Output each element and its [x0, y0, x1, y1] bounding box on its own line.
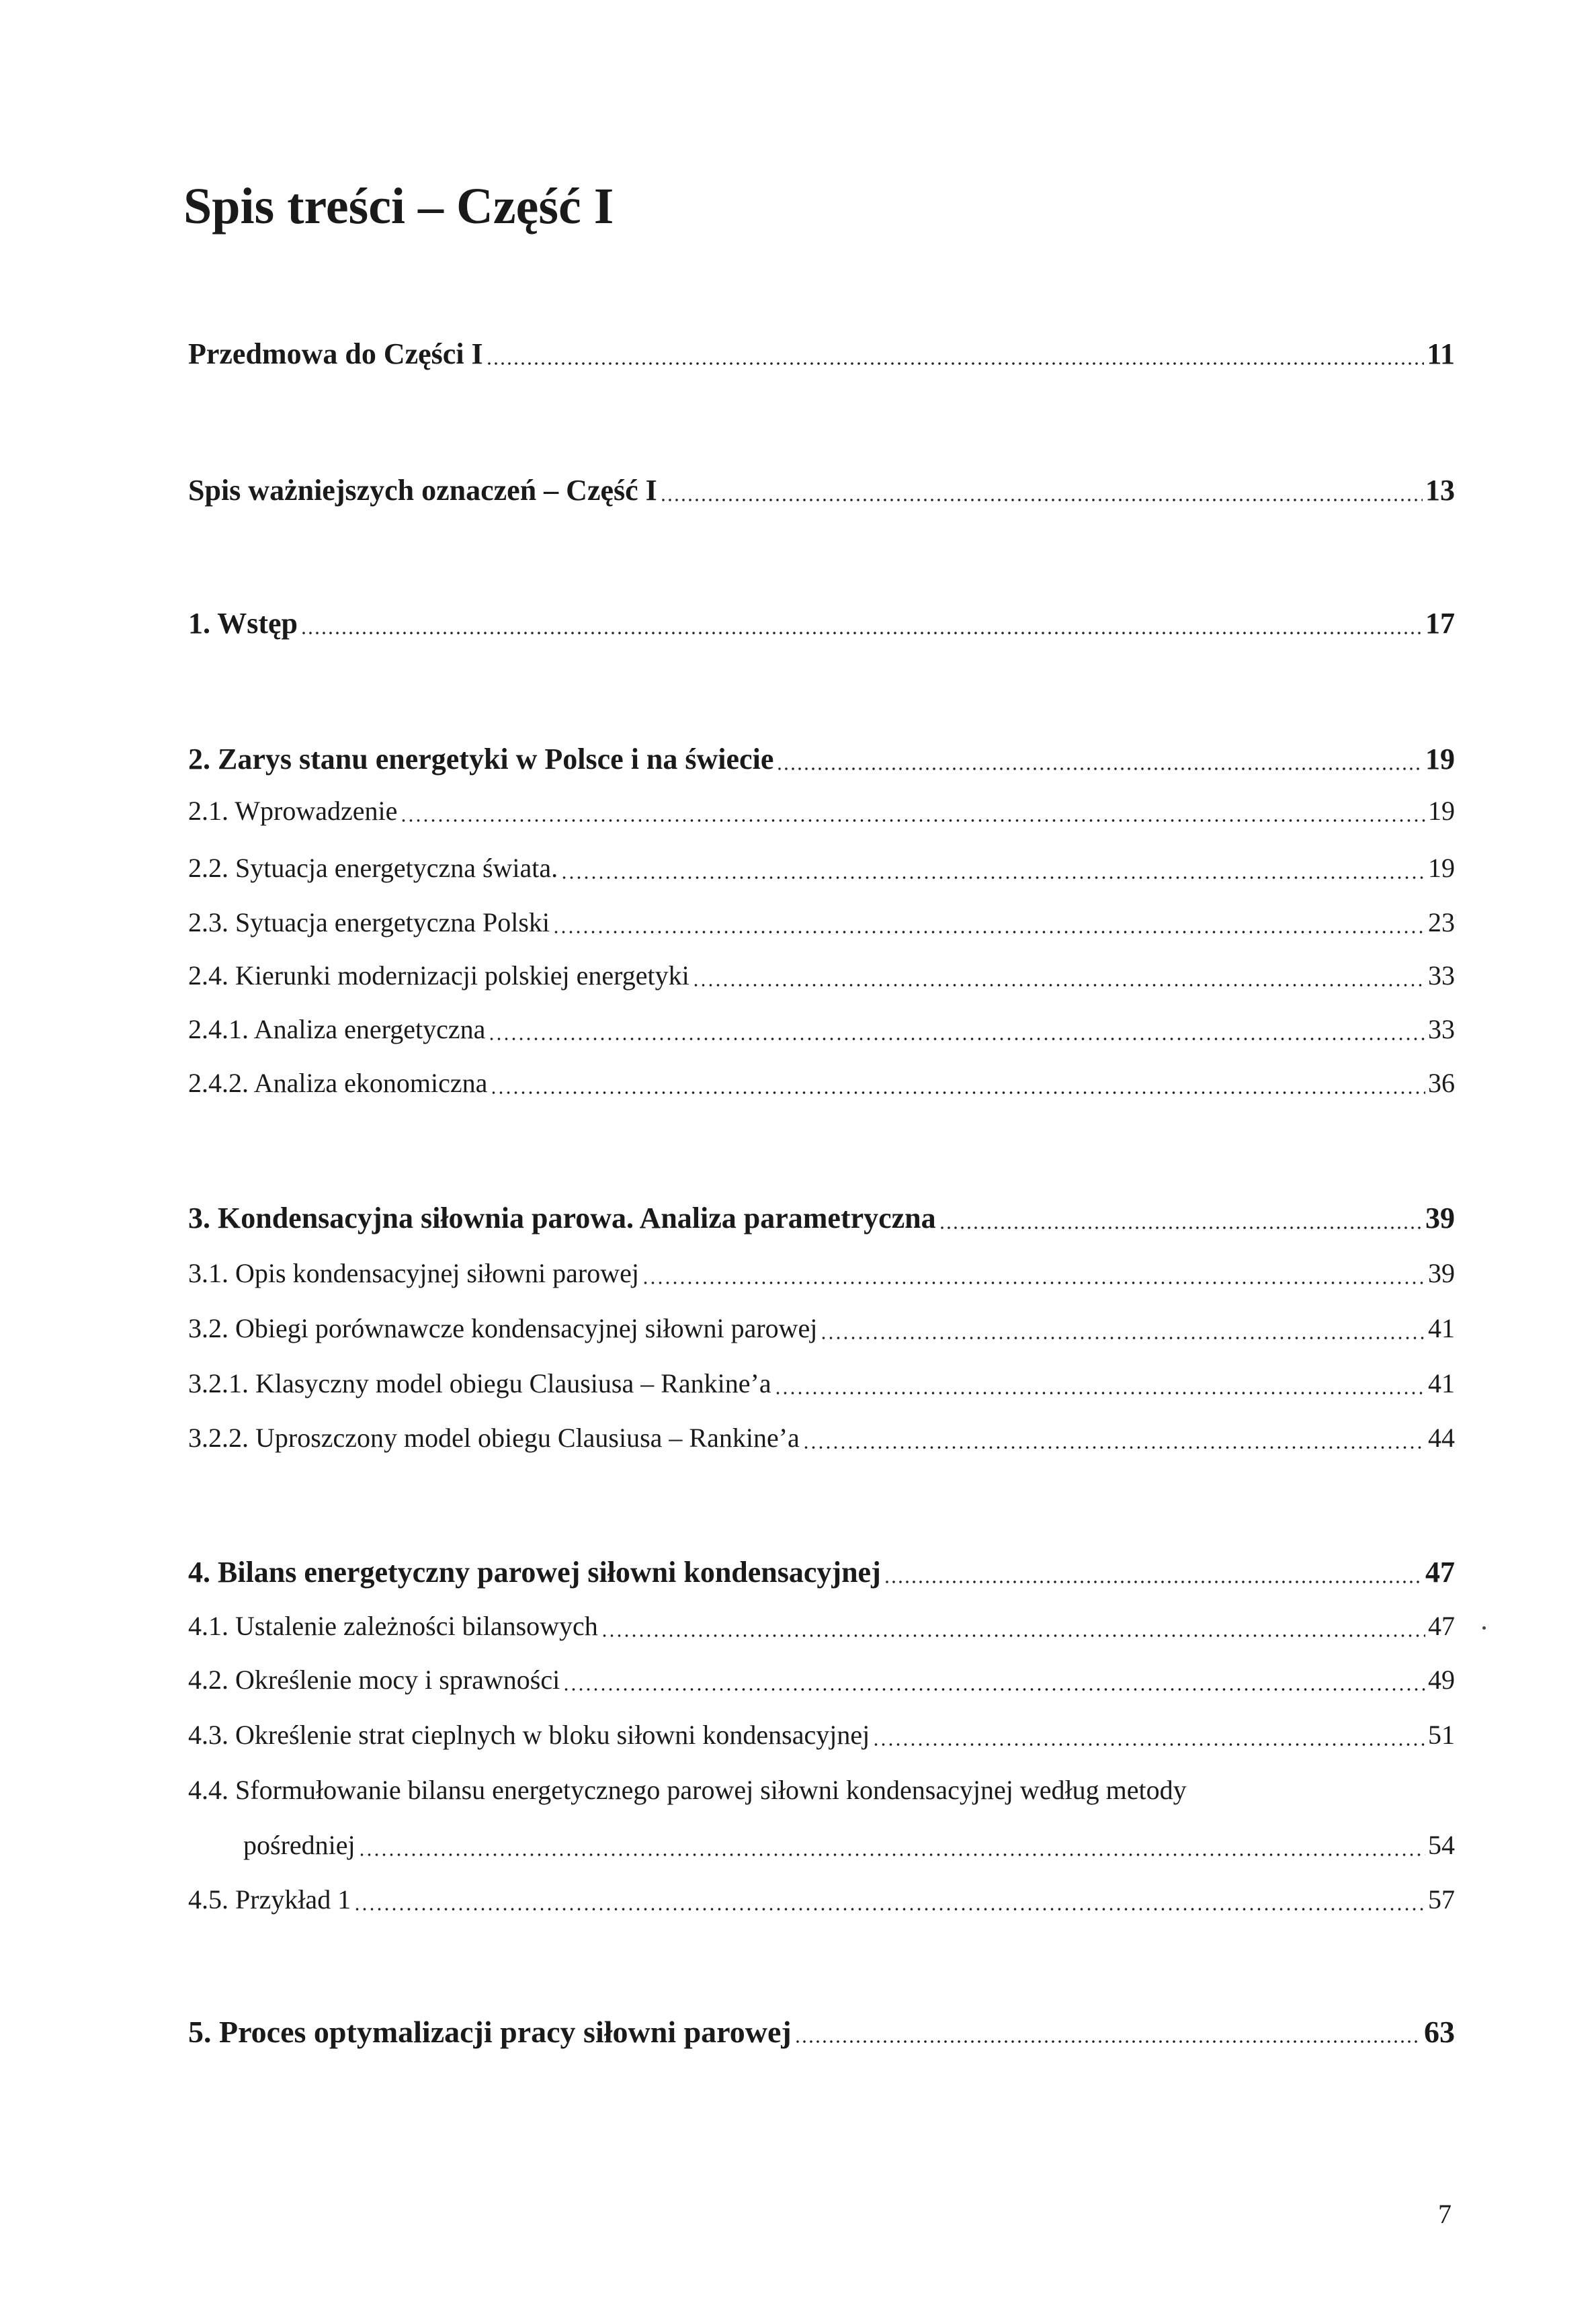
toc-entry-label: 4.5. Przykład 1 — [188, 1884, 351, 1915]
dot-leader — [400, 818, 1425, 823]
toc-entry-label: 3.1. Opis kondensacyjnej siłowni parowej — [188, 1258, 639, 1288]
toc-subentry[interactable] — [188, 1009, 1455, 1050]
toc-subentry[interactable] — [188, 1660, 1455, 1700]
toc-entry-label: 4. Bilans energetyczny parowej siłowni kondensacyjnej — [188, 1556, 881, 1589]
toc-entry-page: 33 — [1428, 960, 1455, 991]
dot-leader — [488, 1036, 1425, 1042]
dot-leader — [486, 361, 1425, 366]
toc-entry-page: 33 — [1428, 1014, 1455, 1044]
toc-entry-page: 19 — [1425, 743, 1455, 776]
toc-entry-label: 2.3. Sytuacja energetyczna Polski — [188, 907, 550, 937]
dot-leader — [300, 630, 1423, 636]
dot-leader — [660, 497, 1423, 503]
toc-entry-page: 17 — [1425, 607, 1455, 640]
toc-entry-label: 2.1. Wprowadzenie — [188, 796, 398, 826]
dot-leader — [884, 1579, 1423, 1585]
dot-leader — [560, 875, 1425, 880]
toc-entry-page: 13 — [1425, 474, 1455, 507]
toc-entry-page: 39 — [1428, 1258, 1455, 1288]
dot-leader — [353, 1907, 1425, 1912]
toc-subentry[interactable] — [188, 1418, 1455, 1458]
toc-entry-label: 3.2. Obiegi porównawcze kondensacyjnej siłowni parowej — [188, 1313, 818, 1343]
toc-entry-label: 3. Kondensacyjna siłownia parowa. Analiza parametryczna — [188, 1202, 936, 1234]
toc-entry-page: 39 — [1425, 1202, 1455, 1234]
toc-entry-page: 41 — [1428, 1313, 1455, 1343]
toc-subentry[interactable] — [188, 791, 1455, 831]
toc-subentry[interactable] — [188, 903, 1455, 943]
toc-entry-page: 47 — [1425, 1556, 1455, 1589]
dot-leader — [562, 1687, 1425, 1692]
toc-entry[interactable] — [188, 603, 1455, 644]
toc-entry-label: 2.2. Sytuacja energetyczna świata. — [188, 853, 558, 883]
toc-entry-label: pośredniej — [243, 1830, 355, 1860]
toc-subentry[interactable] — [243, 1825, 1455, 1866]
toc-subentry[interactable] — [188, 956, 1455, 996]
toc-subentry[interactable] — [188, 1364, 1455, 1404]
toc-entry-label: 1. Wstęp — [188, 607, 298, 640]
toc-entry[interactable] — [188, 334, 1455, 374]
toc-entry-page: 49 — [1428, 1665, 1455, 1695]
toc-entry-page: 11 — [1427, 337, 1455, 370]
toc-section[interactable] — [188, 2012, 1455, 2052]
toc-subentry[interactable] — [188, 1880, 1455, 1920]
toc-entry-page: 23 — [1428, 907, 1455, 937]
toc-entry-page: 36 — [1428, 1068, 1455, 1098]
scan-speck — [1482, 1626, 1486, 1630]
toc-entry-page: 54 — [1428, 1830, 1455, 1860]
toc-entry-label: 4.2. Określenie mocy i sprawności — [188, 1665, 560, 1695]
dot-leader — [490, 1090, 1425, 1095]
dot-leader — [820, 1335, 1425, 1341]
toc-entry-page: 19 — [1428, 853, 1455, 883]
dot-leader — [872, 1742, 1425, 1747]
toc-subentry[interactable] — [188, 1715, 1455, 1755]
dot-leader — [552, 929, 1425, 935]
toc-subentry[interactable] — [188, 1253, 1455, 1294]
dot-leader — [774, 1390, 1425, 1396]
toc-entry-page: 51 — [1428, 1720, 1455, 1750]
toc-section[interactable] — [188, 739, 1455, 780]
dot-leader — [642, 1280, 1425, 1286]
toc-entry-label: Przedmowa do Części I — [188, 337, 483, 370]
dot-leader — [601, 1633, 1425, 1638]
dot-leader — [776, 766, 1423, 771]
toc-section[interactable] — [188, 1198, 1455, 1239]
toc-entry-label: 3.2.2. Uproszczony model obiegu Clausiusa – Rankine’a — [188, 1423, 800, 1453]
toc-subentry[interactable] — [188, 848, 1455, 888]
toc-entry-label: 4.1. Ustalenie zależności bilansowych — [188, 1611, 598, 1641]
toc-entry-label: 2.4.1. Analiza energetyczna — [188, 1014, 486, 1044]
toc-entry-label: 2.4.2. Analiza ekonomiczna — [188, 1068, 488, 1098]
toc-subentry-first-line[interactable]: 4.4. Sformułowanie bilansu energetycznego parowej siłowni kondensacyjnej według metody — [188, 1775, 1187, 1805]
toc-entry-label: 3.2.1. Klasyczny model obiegu Clausiusa – Rankine’a — [188, 1368, 771, 1398]
toc-entry-label: 4.3. Określenie strat cieplnych w bloku siłowni kondensacyjnej — [188, 1720, 870, 1750]
toc-entry-page: 47 — [1428, 1611, 1455, 1641]
toc-entry-label: Spis ważniejszych oznaczeń – Część I — [188, 474, 657, 507]
dot-leader — [794, 2039, 1421, 2044]
toc-subentry[interactable] — [188, 1606, 1455, 1646]
page-number: 7 — [1438, 2199, 1452, 2229]
toc-subentry[interactable] — [188, 1308, 1455, 1349]
dot-leader — [692, 982, 1425, 988]
toc-entry-page: 57 — [1428, 1884, 1455, 1915]
toc-entry-page: 19 — [1428, 796, 1455, 826]
toc-entry-label: 5. Proces optymalizacji pracy siłowni parowej — [188, 2015, 792, 2049]
toc-entry-page: 63 — [1424, 2015, 1455, 2049]
toc-entry-page: 41 — [1428, 1368, 1455, 1398]
toc-subentry[interactable] — [188, 1063, 1455, 1103]
page-title: Spis treści – Część I — [183, 178, 614, 235]
toc-entry-label: 2.4. Kierunki modernizacji polskiej energetyki — [188, 960, 689, 991]
toc-entry-label: 2. Zarys stanu energetyki w Polsce i na świecie — [188, 743, 774, 776]
toc-entry-page: 44 — [1428, 1423, 1455, 1453]
dot-leader — [939, 1225, 1423, 1230]
toc-section[interactable] — [188, 1552, 1455, 1593]
dot-leader — [358, 1852, 1425, 1857]
toc-entry[interactable] — [188, 470, 1455, 511]
dot-leader — [802, 1445, 1425, 1450]
